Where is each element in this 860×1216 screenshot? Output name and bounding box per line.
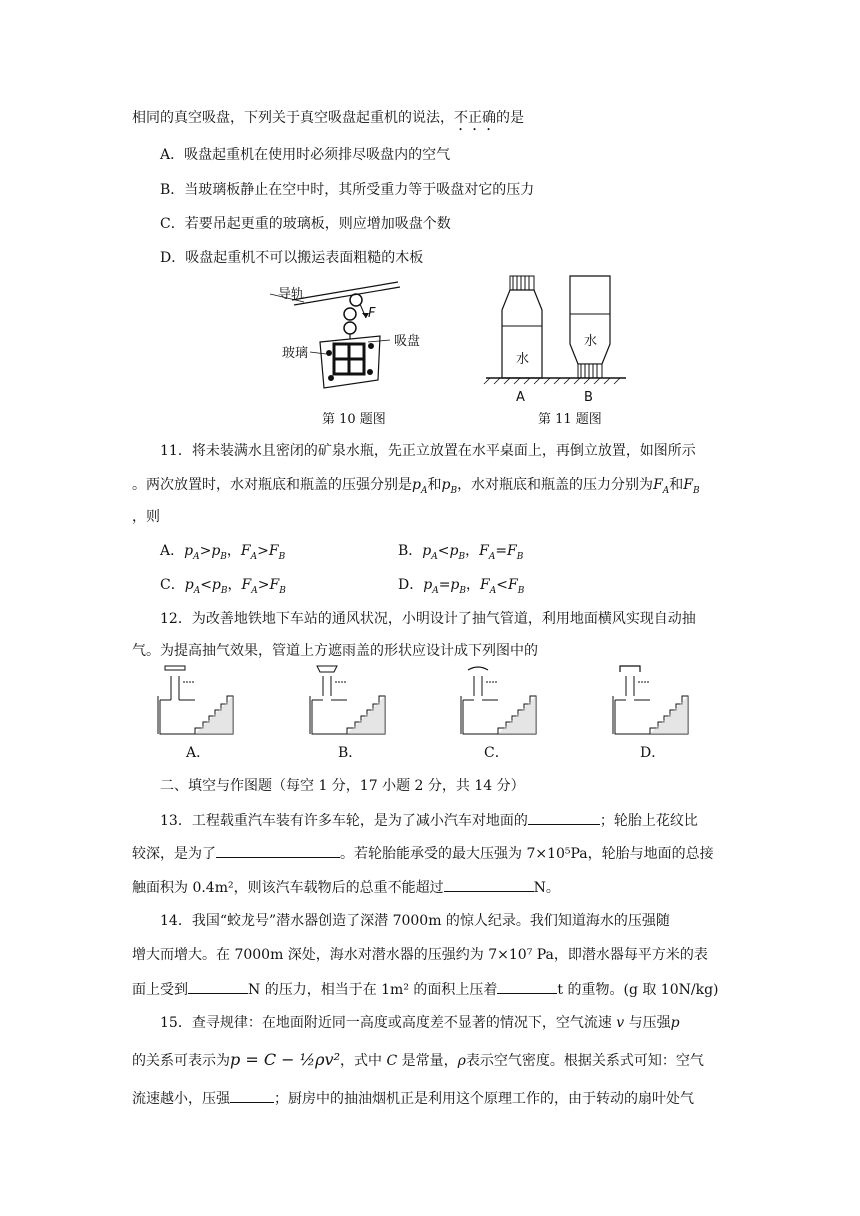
q11-line-3: ，则 bbox=[132, 509, 160, 525]
q15-line-3-b: ；厨房中的抽油烟机正是利用这个原理工作的，由于转动的扇叶处气 bbox=[274, 1091, 694, 1107]
q10-option-a: A．吸盘起重机在使用时必须排尽吸盘内的空气 bbox=[160, 147, 451, 163]
q13-line-3-b: N。 bbox=[533, 880, 560, 896]
q11-option-a-label: A． bbox=[160, 543, 185, 559]
q13-line-2 bbox=[132, 843, 714, 864]
q15-blank-1[interactable] bbox=[230, 1088, 274, 1103]
figure-11-caption: 第 11 题图 bbox=[538, 412, 602, 427]
q15-line-2-a: 的关系可表示为 bbox=[132, 1053, 230, 1069]
rail-label: 导轨 bbox=[278, 287, 305, 302]
q10-stem-line bbox=[132, 108, 524, 134]
q12-line-2: 气。为提高抽气效果，管道上方遮雨盖的形状应设计成下列图中的 bbox=[132, 643, 538, 659]
q13-line-1 bbox=[160, 810, 698, 831]
q15-line-1: 15．查寻规律：在地面附近同一高度或高度差不显著的情况下，空气流速 v 与压强p bbox=[160, 1015, 680, 1031]
q11-option-c: C．$p_A<p_B$，$F_A>F_B$ bbox=[160, 577, 286, 596]
bottle-a-label: A bbox=[516, 390, 525, 405]
q15-line-2-c: 是常量， bbox=[401, 1053, 458, 1069]
q13-line-1-a: 13．工程载重汽车装有许多车轮，是为了减小汽车对地面的 bbox=[160, 813, 528, 829]
bottle-b-water-label: 水 bbox=[584, 334, 598, 349]
q15-line-1-a: 15．查寻规律：在地面附近同一高度或高度差不显著的情况下，空气流速 bbox=[160, 1015, 612, 1031]
q12-option-b-diagram bbox=[307, 662, 392, 738]
q11-line-2-a: 。两次放置时，水对瓶底和瓶盖的压强分别是 bbox=[132, 477, 412, 493]
q12-option-d-label: D． bbox=[640, 745, 666, 761]
q15-line-3 bbox=[132, 1088, 694, 1109]
q12-option-a-diagram bbox=[155, 662, 240, 738]
q14-line-1: 14．我国“蛟龙号”潜水器创造了深潜 7000m 的惊人纪录。我们知道海水的压强随 bbox=[160, 913, 670, 929]
q13-blank-3[interactable] bbox=[444, 877, 534, 892]
q12-option-c-diagram bbox=[458, 662, 543, 738]
q11-line-2-b: ，水对瓶底和瓶盖的压力分别为 bbox=[457, 477, 654, 493]
q14-line-3-a: 面上受到 bbox=[132, 982, 188, 998]
q11-line-2: 。两次放置时，水对瓶底和瓶盖的压强分别是$p_A$和$p_B$，水对瓶底和瓶盖的压力分别为$F_A$和$F_B$ bbox=[132, 477, 700, 496]
q15-line-2-b: ，式中 bbox=[340, 1053, 383, 1069]
q10-option-b: B．当玻璃板静止在空中时，其所受重力等于吸盘对它的压力 bbox=[160, 182, 535, 198]
q12-option-b-label: B． bbox=[338, 745, 363, 761]
q14-blank-1[interactable] bbox=[188, 979, 248, 994]
figure-10-caption: 第 10 题图 bbox=[322, 412, 386, 427]
q14-line-3-c: t 的重物。(g 取 10N/kg) bbox=[557, 982, 719, 998]
q11-option-b-label: B． bbox=[398, 543, 423, 559]
q11-option-a: A．$p_A>p_B$，$F_A>F_B$ bbox=[160, 543, 286, 562]
q15-formula: p = C − ½ρv² bbox=[230, 1050, 341, 1069]
q10-stem-emphasis: 不正确 bbox=[454, 110, 496, 126]
q12-line-1: 12．为改善地铁地下车站的通风状况，小明设计了抽气管道，利用地面横风实现自动抽 bbox=[160, 611, 696, 627]
q13-line-3-a: 触面积为 0.4m²，则该汽车载物后的总重不能超过 bbox=[132, 880, 444, 896]
sucker-label: 吸盘 bbox=[394, 334, 421, 349]
q11-option-b: B．$p_A<p_B$，$F_A=F_B$ bbox=[398, 543, 524, 562]
q14-line-2: 增大而增大。在 7000m 深处，海水对潜水器的压强约为 7×10⁷ Pa，即潜水器每平方米的表 bbox=[132, 947, 708, 963]
q11-option-d-label: D． bbox=[398, 577, 424, 593]
q10-option-c: C．若要吊起更重的玻璃板，则应增加吸盘个数 bbox=[160, 216, 451, 232]
q13-line-1-b: ；轮胎上花纹比 bbox=[599, 813, 698, 829]
q15-line-1-b: 与压强 bbox=[628, 1015, 671, 1031]
q13-blank-1[interactable] bbox=[528, 810, 600, 825]
q11-option-d: D．$p_A=p_B$，$F_A<F_B$ bbox=[398, 577, 525, 596]
q11-line-1: 11．将未装满水且密闭的矿泉水瓶，先正立放置在水平桌面上，再倒立放置，如图所示 bbox=[160, 443, 696, 459]
q10-stem-text: 相同的真空吸盘，下列关于真空吸盘起重机的说法， bbox=[132, 110, 454, 126]
q13-blank-2[interactable] bbox=[216, 843, 340, 858]
q10-option-d: D．吸盘起重机不可以搬运表面粗糙的木板 bbox=[160, 250, 424, 266]
q14-line-3-b: N 的压力，相当于在 1m² 的面积上压着 bbox=[248, 982, 498, 998]
q13-line-3 bbox=[132, 877, 560, 898]
q12-option-d-diagram bbox=[610, 662, 695, 738]
q11-option-c-label: C． bbox=[160, 577, 185, 593]
bottle-a-water-label: 水 bbox=[516, 352, 530, 367]
q10-stem-end: 的是 bbox=[496, 110, 524, 126]
q13-line-2-b: 。若轮胎能承受的最大压强为 7×10⁵Pa，轮胎与地面的总接 bbox=[340, 846, 714, 862]
q14-line-3 bbox=[132, 979, 719, 1000]
bottle-b-label: B bbox=[584, 390, 593, 405]
force-label: F bbox=[368, 306, 376, 321]
q15-line-3-a: 流速越小，压强 bbox=[132, 1091, 230, 1107]
q12-option-a-label: A． bbox=[186, 745, 211, 761]
q15-line-2: 的关系可表示为p = C − ½ρv²，式中 C 是常量，ρ表示空气密度。根据关系式可知：空气 bbox=[132, 1050, 704, 1069]
q15-line-2-d: 表示空气密度。根据关系式可知：空气 bbox=[465, 1053, 704, 1069]
q14-blank-2[interactable] bbox=[497, 979, 557, 994]
section-2-title: 二、填空与作图题（每空 1 分，17 小题 2 分，共 14 分） bbox=[160, 778, 525, 794]
q13-line-2-a: 较深，是为了 bbox=[132, 846, 216, 862]
q12-option-c-label: C． bbox=[484, 745, 509, 761]
glass-label: 玻璃 bbox=[282, 346, 309, 361]
figure-11-bottles-diagram bbox=[480, 270, 630, 400]
